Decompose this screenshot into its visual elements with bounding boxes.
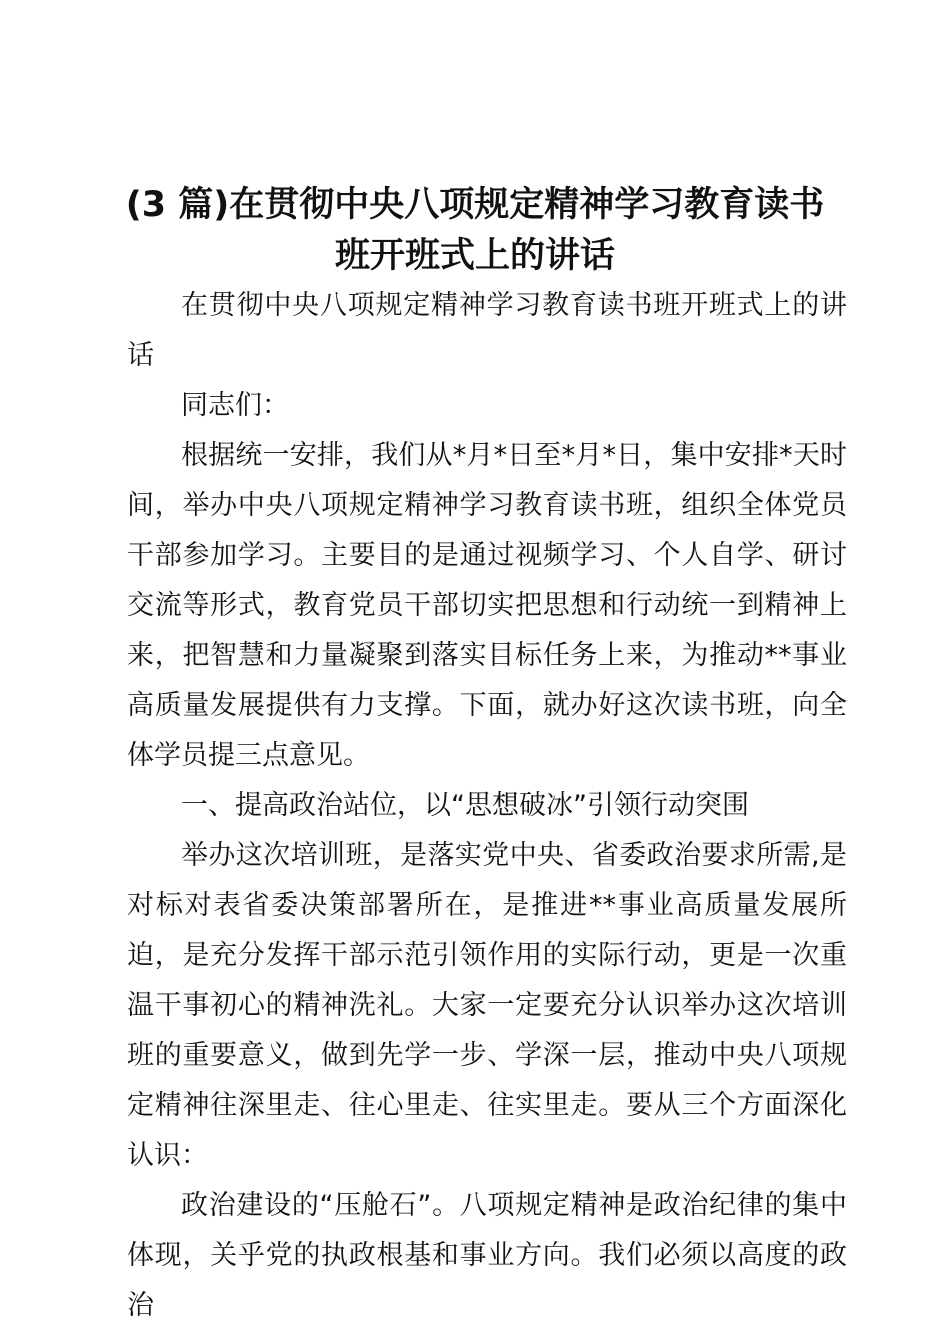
speech-subtitle: 在贯彻中央八项规定精神学习教育读书班开班式上的讲话 xyxy=(127,290,847,371)
paragraph-intro: 根据统一安排，我们从*月*日至*月*日，集中安排*天时间，举办中央八项规定精神学习教育读书班，组织全体党员干部参加学习。主要目的是通过视频学习、个人自学、研讨交流等形式，教育党员干部切实把思想和行动统一到精神上来，把智慧和力量凝聚到落实目标任务上来，为推动**事业高质量发展提供有力支撑。下面，就办好这次读书班，向全体学员提三点意见。 xyxy=(127,440,847,771)
document-title-line-2: 班开班式上的讲话 xyxy=(334,236,615,276)
salutation: 同志们： xyxy=(181,390,289,421)
section-heading-1: 一、提高政治站位，以“思想破冰”引领行动突围 xyxy=(181,790,749,821)
document-title-line-1: (3 篇)在贯彻中央八项规定精神学习教育读书 xyxy=(125,185,825,225)
paragraph-section-1: 举办这次培训班，是落实党中央、省委政治要求所需,是对标对表省委决策部署所在，是推进**事业高质量发展所迫，是充分发挥干部示范引领作用的实际行动，更是一次重温干事初心的精神洗礼。大家一定要充分认识举办这次培训班的重要意义，做到先学一步、学深一层，推动中央八项规定精神往深里走、往心里走、往实里走。要从三个方面深化认识： xyxy=(127,840,847,1171)
document-body xyxy=(127,281,847,1331)
paragraph-political-construction: 政治建设的“压舱石”。八项规定精神是政治纪律的集中体现，关乎党的执政根基和事业方向。我们必须以高度的政治 xyxy=(127,1190,847,1321)
